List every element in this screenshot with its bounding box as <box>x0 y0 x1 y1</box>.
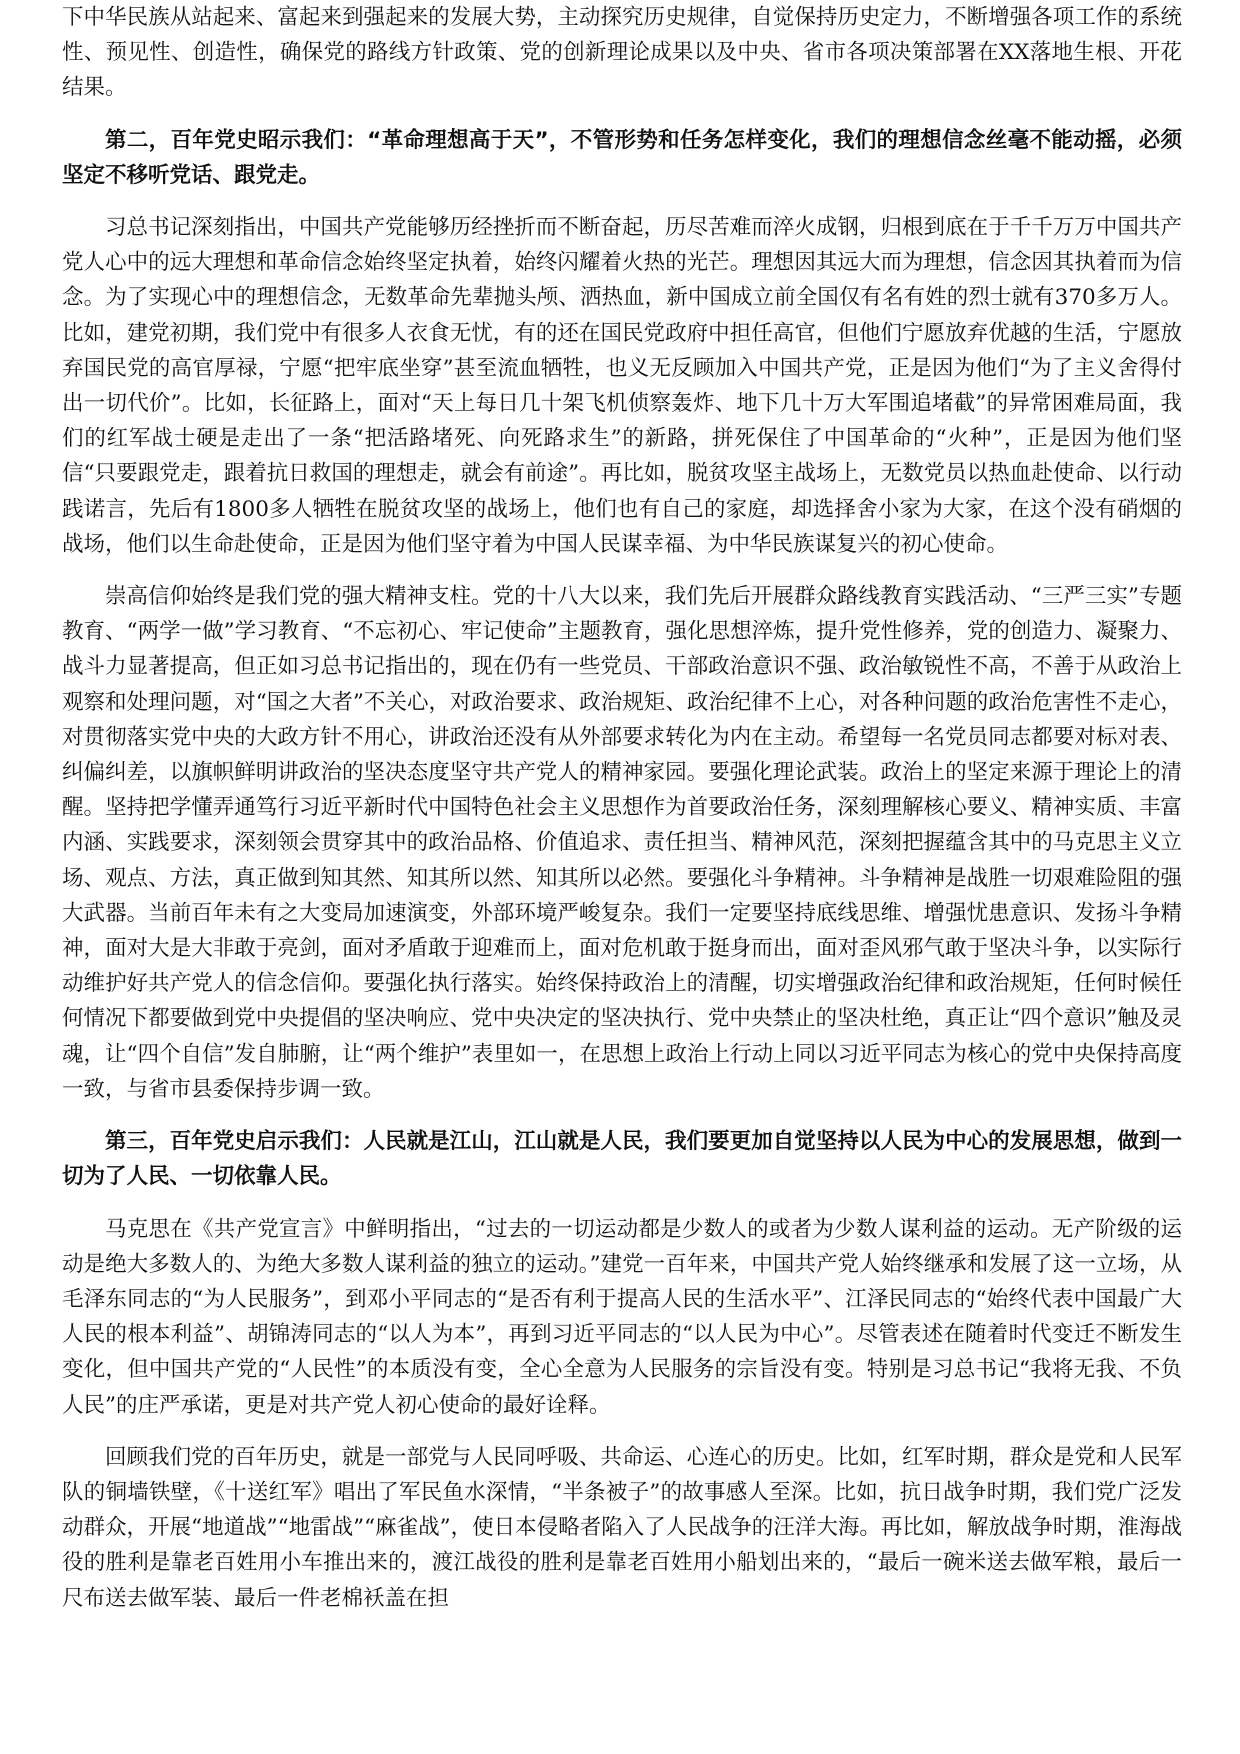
paragraph-history: 回顾我们党的百年历史，就是一部党与人民同呼吸、共命运、心连心的历史。比如，红军时期，群众是党和人民军队的铜墙铁壁，《十送红军》唱出了军民鱼水深情，“半条被子”的故事感人至深。比如，抗日战争时期，我们党广泛发动群众，开展“地道战”“地雷战”“麻雀战”，使日本侵略者陷入了人民战争的汪洋大海。再比如，解放战争时期，淮海战役的胜利是靠老百姓用小车推出来的，渡江战役的胜利是靠老百姓用小船划出来的，“最后一碗米送去做军粮，最后一尺布送去做军装、最后一件老棉袄盖在担 <box>62 1444 1182 1611</box>
paragraph-belief: 崇高信仰始终是我们党的强大精神支柱。党的十八大以来，我们先后开展群众路线教育实践活动、“三严三实”专题教育、“两学一做”学习教育、“不忘初心、牢记使命”主题教育，强化思想淬炼，提升党性修养，党的创造力、凝聚力、战斗力显著提高，但正如习总书记指出的，现在仍有一些党员、干部政治意识不强、政治敏锐性不高，不善于从政治上观察和处理问题，对“国之大者”不关心，对政治要求、政治规矩、政治纪律不上心，对各种问题的政治危害性不走心，对贯彻落实党中央的大政方针不用心，讲政治还没有从外部要求转化为内在主动。希望每一名党员同志都要对标对表、纠偏纠差，以旗帜鲜明讲政治的坚决态度坚守共产党人的精神家园。要强化理论武装。政治上的坚定来源于理论上的清醒。坚持把学懂弄通笃行习近平新时代中国特色社会主义思想作为首要政治任务，深刻理解核心要义、精神实质、丰富内涵、实践要求，深刻领会贯穿其中的政治品格、价值追求、责任担当、精神风范，深刻把握蕴含其中的马克思主义立场、观点、方法，真正做到知其然、知其所以然、知其所以必然。要强化斗争精神。斗争精神是战胜一切艰难险阻的强大武器。当前百年未有之大变局加速演变，外部环境严峻复杂。我们一定要坚持底线思维、增强忧患意识、发扬斗争精神，面对大是大非敢于亮剑，面对矛盾敢于迎难而上，面对危机敢于挺身而出，面对歪风邪气敢于坚决斗争，以实际行动维护好共产党人的信念信仰。要强化执行落实。始终保持政治上的清醒，切实增强政治纪律和政治规矩，任何时候任何情况下都要做到党中央提倡的坚决响应、党中央决定的坚决执行、党中央禁止的坚决杜绝，真正让“四个意识”触及灵魂，让“四个自信”发自肺腑，让“两个维护”表里如一，在思想上政治上行动上同以习近平同志为核心的党中央保持高度一致，与省市县委保持步调一致。 <box>62 584 1182 1102</box>
section-heading-third: 第三，百年党史启示我们：人民就是江山，江山就是人民，我们要更加自觉坚持以人民为中心的发展思想，做到一切为了人民、一切依靠人民。 <box>62 1129 1182 1190</box>
section-heading-second: 第二，百年党史昭示我们：“革命理想高于天”，不管形势和任务怎样变化，我们的理想信念丝毫不能动摇，必须坚定不移听党话、跟党走。 <box>62 127 1182 188</box>
paragraph-marx: 马克思在《共产党宣言》中鲜明指出，“过去的一切运动都是少数人的或者为少数人谋利益的运动。无产阶级的运动是绝大多数人的、为绝大多数人谋利益的独立的运动。”建党一百年来，中国共产党人始终继承和发展了这一立场，从毛泽东同志的“为人民服务”，到邓小平同志的“是否有利于提高人民的生活水平”、江泽民同志的“始终代表中国最广大人民的根本利益”、胡锦涛同志的“以人为本”，再到习近平同志的“以人民为中心”。尽管表述在随着时代变迁不断发生变化，但中国共产党的“人民性”的本质没有变，全心全意为人民服务的宗旨没有变。特别是习总书记“我将无我、不负人民”的庄严承诺，更是对共产党人初心使命的最好诠释。 <box>62 1216 1182 1418</box>
paragraph-ideals: 习总书记深刻指出，中国共产党能够历经挫折而不断奋起，历尽苦难而淬火成钢，归根到底在于千千万万中国共产党人心中的远大理想和革命信念始终坚定执着，始终闪耀着火热的光芒。理想因其远大而为理想，信念因其执着而为信念。为了实现心中的理想信念，无数革命先辈抛头颅、洒热血，新中国成立前全国仅有名有姓的烈士就有370多万人。比如，建党初期，我们党中有很多人衣食无忧，有的还在国民党政府中担任高官，但他们宁愿放弃优越的生活，宁愿放弃国民党的高官厚禄，宁愿“把牢底坐穿”甚至流血牺牲，也义无反顾加入中国共产党，正是因为他们“为了主义舍得付出一切代价”。比如，长征路上，面对“天上每日几十架飞机侦察轰炸、地下几十万大军围追堵截”的异常困难局面，我们的红军战士硬是走出了一条“把活路堵死、向死路求生”的新路，拼死保住了中国革命的“火种”，正是因为他们坚信“只要跟党走，跟着抗日救国的理想走，就会有前途”。再比如，脱贫攻坚主战场上，无数党员以热血赴使命、以行动践诺言，先后有1800多人牺牲在脱贫攻坚的战场上，他们也有自己的家庭，却选择舍小家为大家，在这个没有硝烟的战场，他们以生命赴使命，正是因为他们坚守着为中国人民谋幸福、为中华民族谋复兴的初心使命。 <box>62 215 1182 557</box>
paragraph-continued: 下中华民族从站起来、富起来到强起来的发展大势，主动探究历史规律，自觉保持历史定力，不断增强各项工作的系统性、预见性、创造性，确保党的路线方针政策、党的创新理论成果以及中央、省市各项决策部署在XX落地生根、开花结果。 <box>62 5 1182 101</box>
